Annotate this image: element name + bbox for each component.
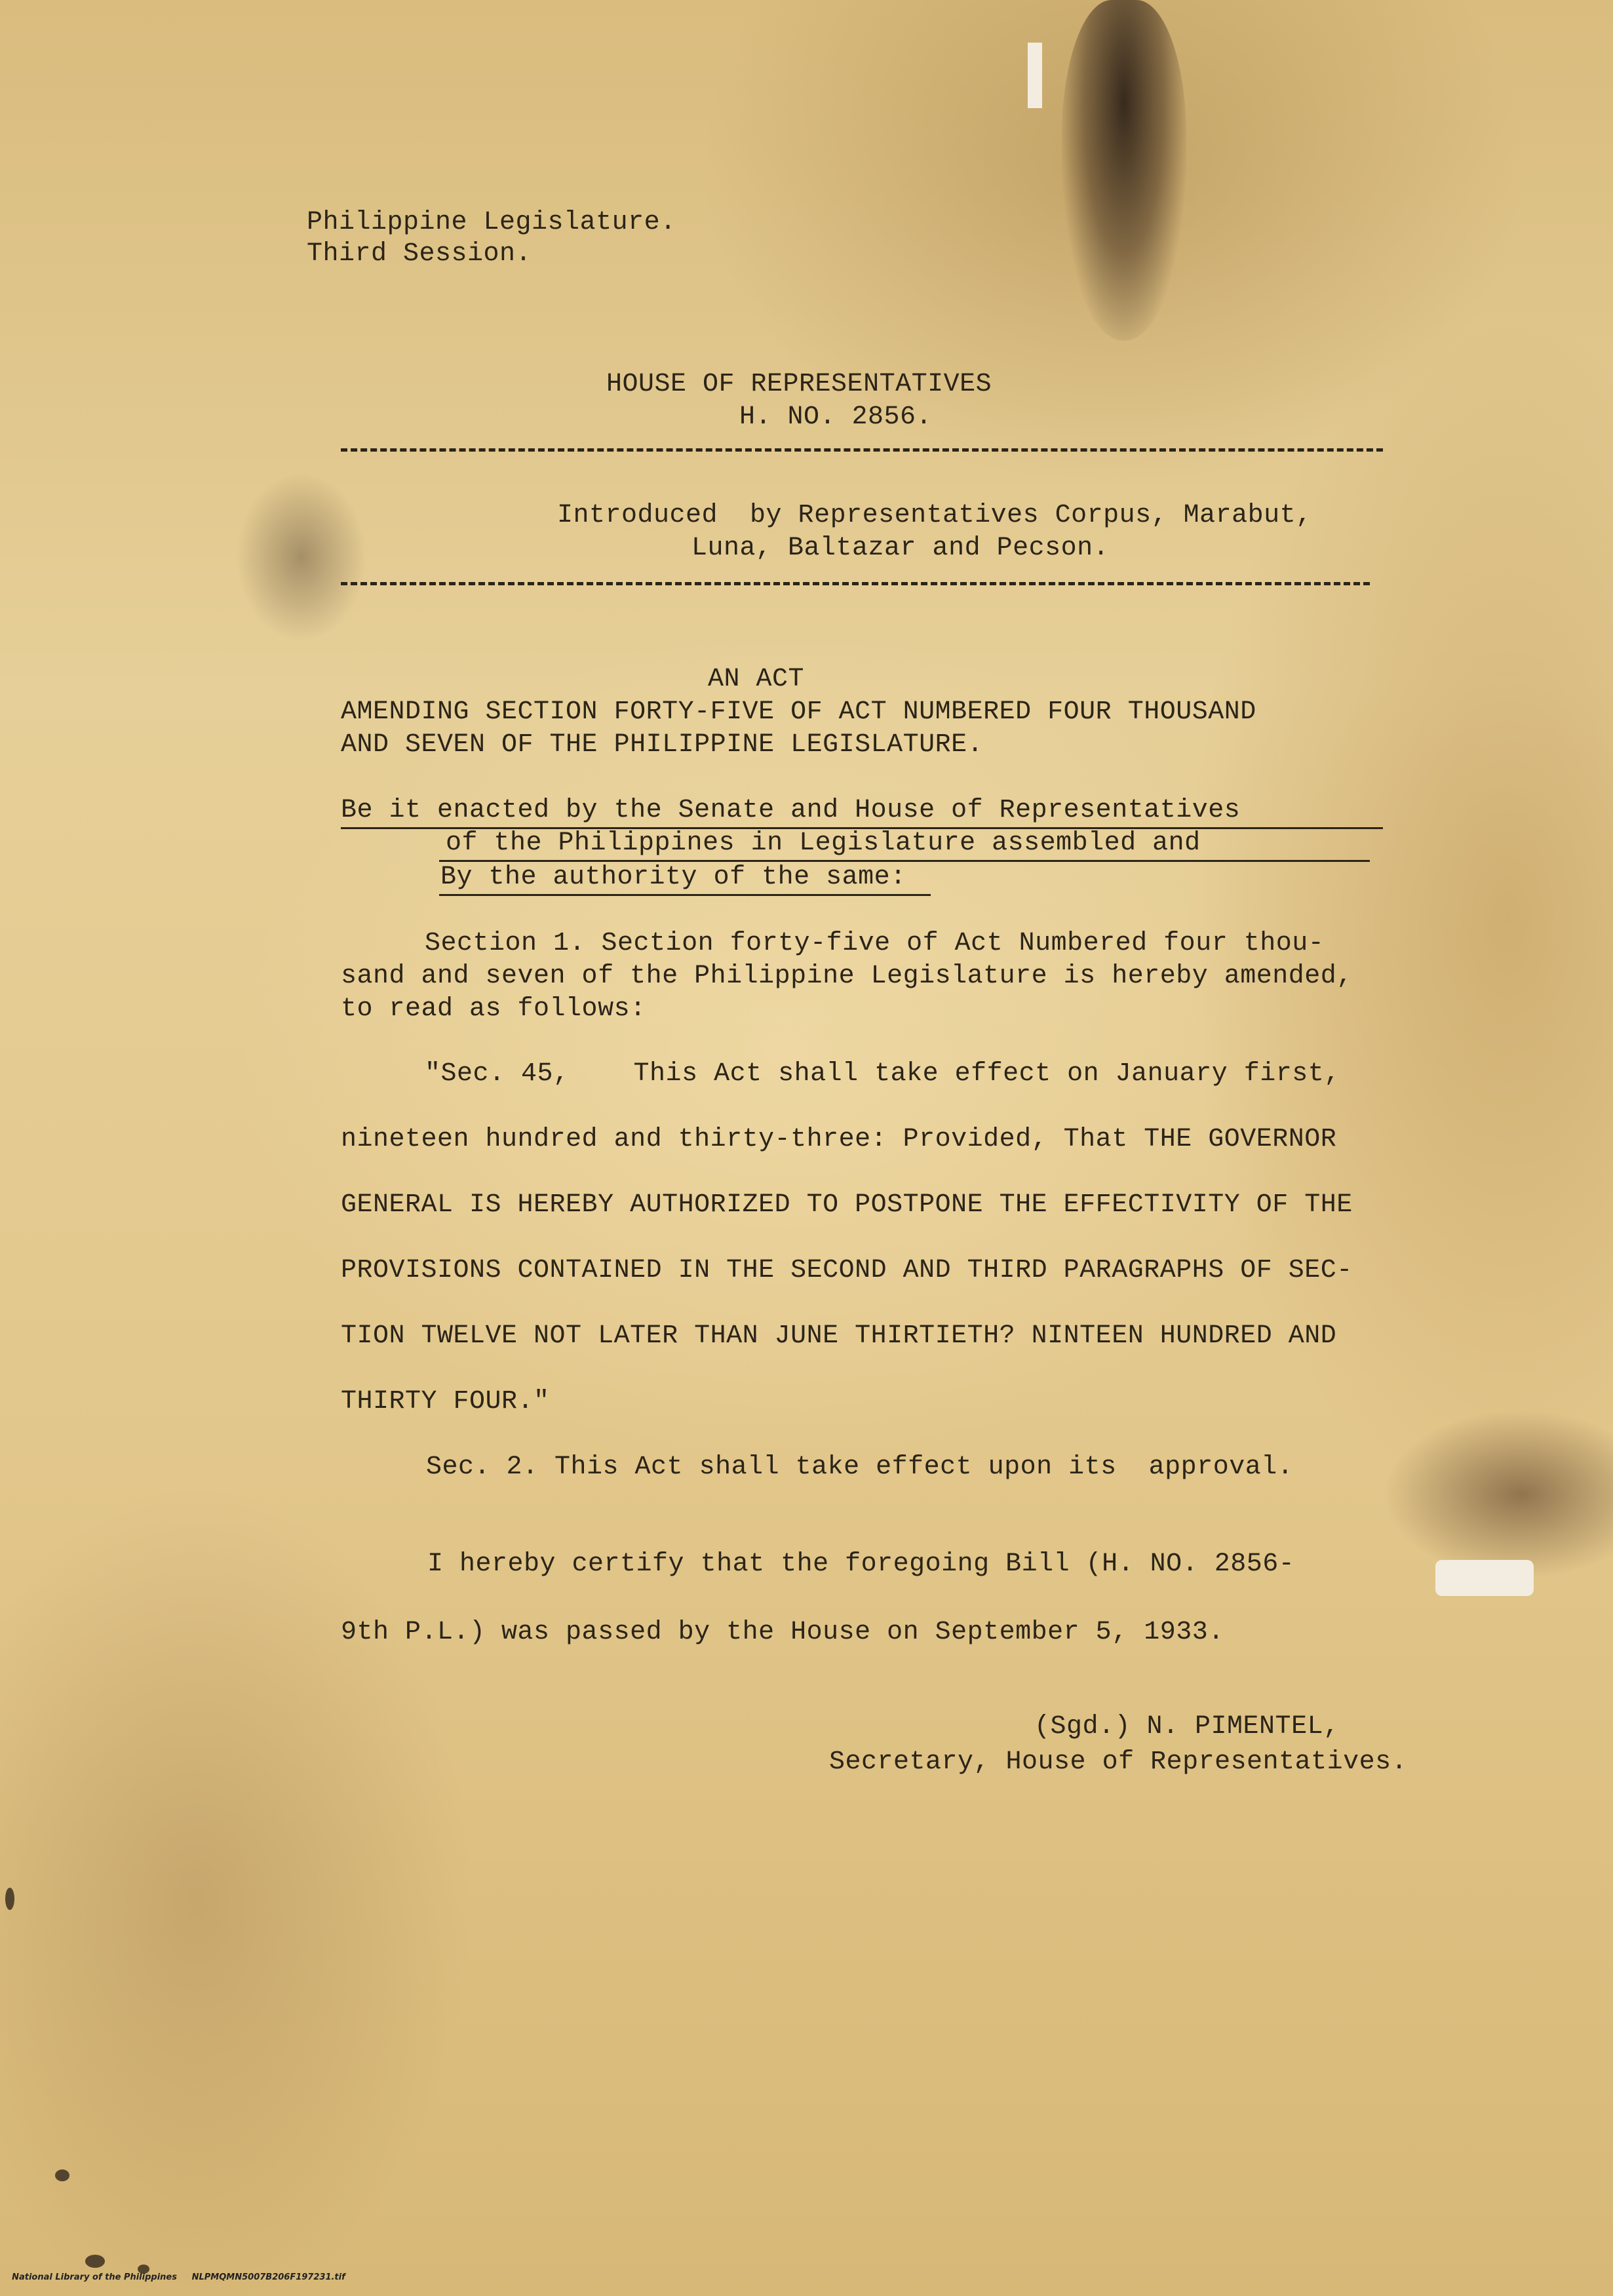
sec45-line-6: THIRTY FOUR." xyxy=(341,1387,550,1416)
signature-title: Secretary, House of Representatives. xyxy=(829,1747,1408,1777)
enacting-clause-line-2: of the Philippines in Legislature assembled and xyxy=(446,828,1201,858)
legislature-line: Philippine Legislature. xyxy=(307,208,676,237)
section1-line-2: sand and seven of the Philippine Legislature is hereby amended, xyxy=(341,962,1353,991)
ink-smudge-top xyxy=(1062,0,1186,341)
dashed-divider-bottom xyxy=(341,582,1370,585)
file-id: NLPMQMN5007B206F197231.tif xyxy=(191,2272,345,2282)
sec45-line-2: nineteen hundred and thirty-three: Provided, That THE GOVERNOR xyxy=(341,1125,1337,1154)
stain-left-margin xyxy=(236,472,367,642)
paper-tear-white xyxy=(1435,1560,1534,1596)
act-title-line-2: AND SEVEN OF THE PHILIPPINE LEGISLATURE. xyxy=(341,730,984,760)
dashed-divider-top xyxy=(341,448,1383,452)
torn-edge-right xyxy=(1383,1409,1613,1580)
section1-line-1: Section 1. Section forty-five of Act Numbered four thou- xyxy=(425,929,1325,958)
sec45-line-4: PROVISIONS CONTAINED IN THE SECOND AND THIRD PARAGRAPHS OF SEC- xyxy=(341,1256,1353,1285)
act-title-line-1: AMENDING SECTION FORTY-FIVE OF ACT NUMBERED FOUR THOUSAND xyxy=(341,697,1256,727)
certification-line-1: I hereby certify that the foregoing Bill (H. NO. 2856- xyxy=(427,1549,1295,1579)
enacting-clause-line-3: By the authority of the same: xyxy=(440,863,906,892)
session-line: Third Session. xyxy=(307,239,532,269)
sec45-line-1: "Sec. 45, This Act shall take effect on January first, xyxy=(425,1059,1340,1089)
section1-line-3: to read as follows: xyxy=(341,994,646,1024)
sec45-line-5: TION TWELVE NOT LATER THAN JUNE THIRTIETH? NINTEEN HUNDRED AND xyxy=(341,1321,1337,1351)
sec45-line-3: GENERAL IS HEREBY AUTHORIZED TO POSTPONE THE EFFECTIVITY OF THE xyxy=(341,1190,1353,1220)
library-credit: National Library of the Philippines xyxy=(12,2272,177,2282)
act-heading: AN ACT xyxy=(708,665,805,694)
introduced-line-2: Luna, Baltazar and Pecson. xyxy=(691,534,1110,563)
house-title: HOUSE OF REPRESENTATIVES xyxy=(606,370,992,399)
enacting-clause-line-1: Be it enacted by the Senate and House of Representatives xyxy=(341,796,1241,825)
signature-name: (Sgd.) N. PIMENTEL, xyxy=(1034,1712,1340,1741)
archive-footer xyxy=(0,2263,345,2292)
introduced-line-1: Introduced by Representatives Corpus, Marabut, xyxy=(557,501,1312,530)
bill-number: H. NO. 2856. xyxy=(739,402,933,432)
certification-line-2: 9th P.L.) was passed by the House on September 5, 1933. xyxy=(341,1618,1224,1647)
underline xyxy=(439,894,931,896)
paper-tear-white-top xyxy=(1028,43,1042,108)
ink-dot xyxy=(55,2170,69,2181)
ink-dot xyxy=(5,1888,14,1910)
section2-line: Sec. 2. This Act shall take effect upon its approval. xyxy=(426,1452,1294,1482)
